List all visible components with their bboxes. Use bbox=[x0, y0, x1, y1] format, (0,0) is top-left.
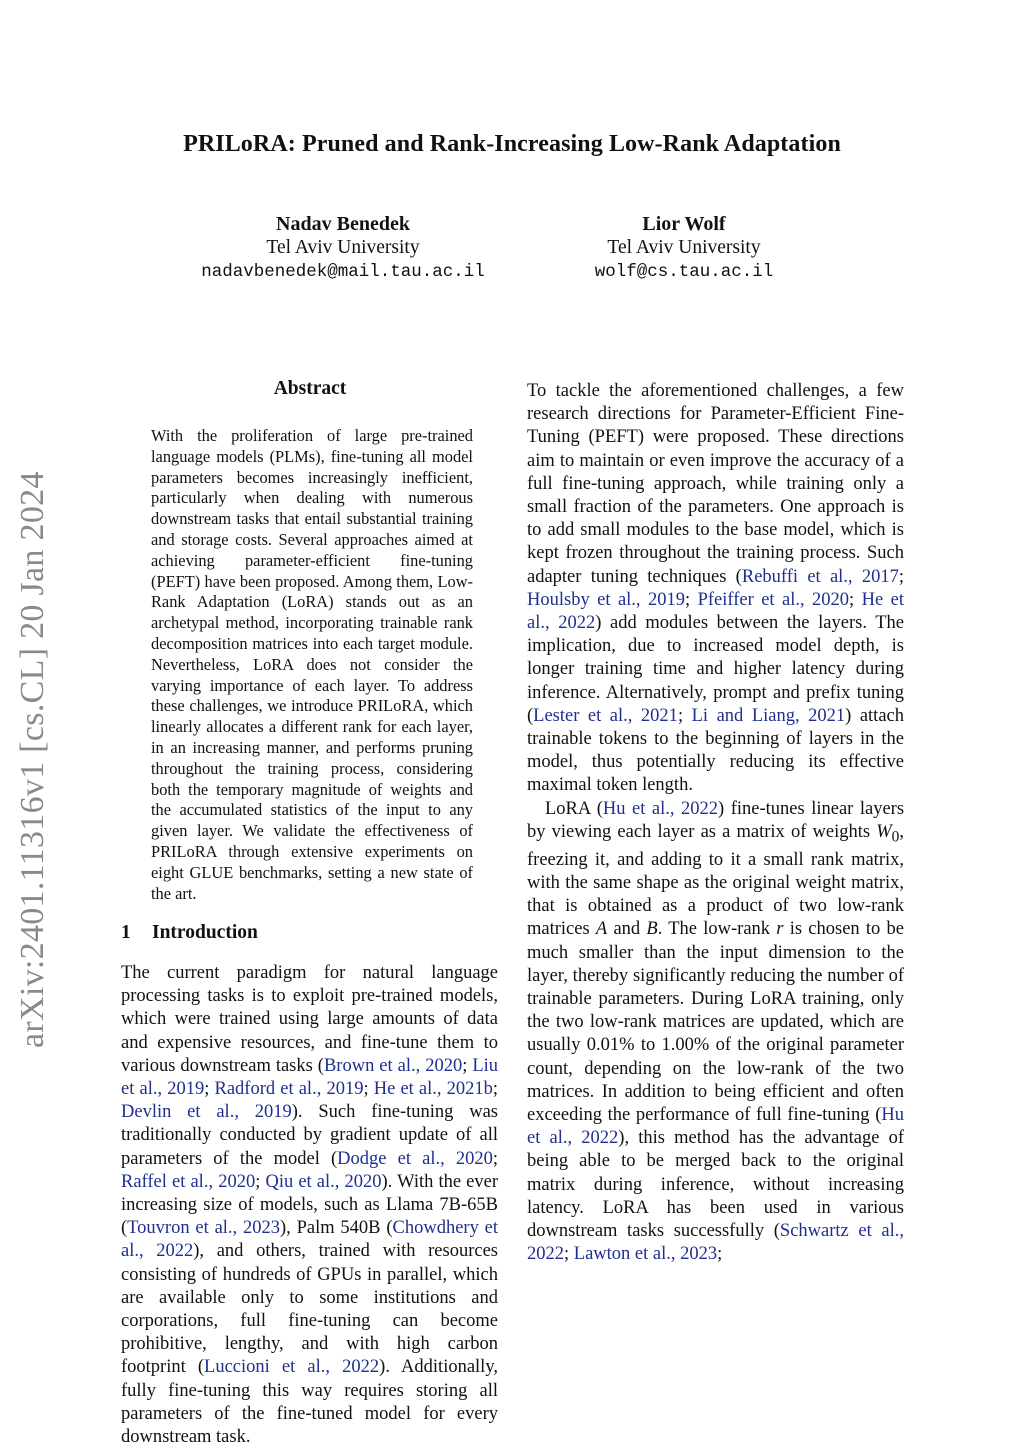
author-name: Lior Wolf bbox=[642, 213, 726, 235]
paper-title: PRILoRA: Pruned and Rank-Increasing Low-Rank Adaptation bbox=[183, 131, 841, 157]
abstract-heading: Abstract bbox=[273, 378, 347, 399]
citation-link[interactable]: Hu et al., 2022 bbox=[527, 1104, 904, 1149]
section-number: 1 bbox=[121, 922, 131, 943]
citation-link[interactable]: Qiu et al., 2020 bbox=[265, 1171, 382, 1192]
author-name: Nadav Benedek bbox=[276, 213, 410, 235]
author-affiliation: Tel Aviv University bbox=[607, 237, 761, 258]
citation-link[interactable]: He et al., 2022 bbox=[527, 589, 905, 634]
citation-link[interactable]: Pfeiffer et al., 2020 bbox=[697, 589, 850, 610]
section-heading bbox=[121, 922, 258, 944]
arxiv-identifier: arXiv:2401.11316v1 [cs.CL] 20 Jan 2024 bbox=[14, 471, 51, 1049]
citation-link[interactable]: Liu et al., 2019 bbox=[121, 1055, 499, 1100]
author-block bbox=[494, 212, 874, 284]
citation-link[interactable]: Lester et al., 2021 bbox=[533, 705, 678, 726]
citation-link[interactable]: Radford et al., 2019 bbox=[214, 1079, 364, 1100]
intro-paragraph-2: To tackle the aforementioned challenges, a few research directions for Parameter-Efficient Fine-Tuning (PEFT) were proposed. These directions aim to maintain or even improve the accuracy of a full fine-tuning approach, while training only a small fraction of the parameters. One approach is to add small modules to the base model, which is kept frozen throughout the training process. Such adapter tuning techniques (Rebuffi et al., 2017; Houlsby et al., 2019; Pfeiffer et al., 2020; He et al., 2022) add modules between the layers. The implication, due to increased model depth, is longer training time and higher latency during inference. Alternatively, prompt and prefix tuning (Lester et al., 2021; Li and Liang, 2021) attach trainable tokens to the beginning of layers in the model, thus potentially reducing its effective maximal token length. bbox=[527, 381, 905, 796]
citation-link[interactable]: Brown et al., 2020 bbox=[323, 1055, 463, 1076]
citation-link[interactable]: Li and Liang, 2021 bbox=[691, 705, 846, 726]
citation-link[interactable]: Luccioni et al., 2022 bbox=[204, 1357, 380, 1378]
section-title: Introduction bbox=[152, 922, 258, 943]
author-affiliation: Tel Aviv University bbox=[266, 237, 420, 258]
author-email: wolf@cs.tau.ac.il bbox=[594, 262, 774, 282]
intro-column-left bbox=[121, 962, 498, 1449]
author-block bbox=[153, 212, 533, 284]
citation-link[interactable]: Lawton et al., 2023 bbox=[573, 1244, 718, 1265]
intro-paragraph-1: The current paradigm for natural language processing tasks is to exploit pre-trained models, which were trained using large amounts of data and expensive resources, and fine-tune them to various downstream tasks (Brown et al., 2020; Liu et al., 2019; Radford et al., 2019; He et al., 2021b; Devlin et al., 2019). Such fine-tuning was traditionally conducted by gradient update of all parameters of the model (Dodge et al., 2020; Raffel et al., 2020; Qiu et al., 2020). With the ever increasing size of models, such as Llama 7B-65B (Touvron et al., 2023), Palm 540B (Chowdhery et al., 2022), and others, trained with resources consisting of hundreds of GPUs in parallel, which are available only to some institutions and corporations, full fine-tuning can become prohibitive, lengthy, and with high carbon footprint (Luccioni et al., 2022). Additionally, fully fine-tuning this way requires storing all parameters of the fine-tuned model for every downstream task. bbox=[121, 963, 499, 1448]
citation-link[interactable]: He et al., 2021b bbox=[373, 1079, 493, 1100]
math-subscript: 0 bbox=[891, 828, 900, 846]
intro-column-right bbox=[527, 380, 904, 1266]
math-symbol: r bbox=[776, 919, 784, 940]
author-email: nadavbenedek@mail.tau.ac.il bbox=[201, 262, 485, 282]
citation-link[interactable]: Chowdhery et al., 2022 bbox=[121, 1218, 498, 1262]
citation-link[interactable]: Raffel et al., 2020 bbox=[121, 1171, 256, 1192]
citation-link[interactable]: Touvron et al., 2023 bbox=[127, 1218, 280, 1239]
math-symbol: W bbox=[876, 821, 892, 842]
math-symbol: B bbox=[646, 919, 658, 940]
citation-link[interactable]: Schwartz et al., 2022 bbox=[527, 1221, 904, 1265]
citation-link[interactable]: Hu et al., 2022 bbox=[602, 798, 719, 819]
intro-paragraph-3: LoRA (Hu et al., 2022) fine-tunes linear layers by viewing each layer as a matrix of weights $W_0$, freezing it, and adding to it a small rank matrix, with the same shape as the original weight matrix, that is obtained as a product of two low-rank matrices A and B. The low-rank r is chosen to be much smaller than the input dimension to the layer, thereby significantly reducing the number of trainable parameters. During LoRA training, only the two low-rank matrices are updated, which are usually 0.01% to 1.00% of the original parameter count, depending on the low-rank of the two matrices. In addition to being efficient and often exceeding the performance of full fine-tuning (Hu et al., 2022), this method has the advantage of being able to be merged back to the original matrix during inference, without increasing latency. LoRA has been used in various downstream tasks successfully (Schwartz et al., 2022; Lawton et al., 2023; bbox=[527, 798, 905, 1265]
citation-link[interactable]: Houlsby et al., 2019 bbox=[527, 589, 685, 610]
citation-link[interactable]: Rebuffi et al., 2017 bbox=[741, 566, 899, 587]
citation-link[interactable]: Devlin et al., 2019 bbox=[121, 1102, 292, 1123]
citation-link[interactable]: Dodge et al., 2020 bbox=[337, 1148, 493, 1169]
abstract-text: With the proliferation of large pre-trained language models (PLMs), fine-tuning all model parameters becomes increasingly inefficient, particularly when dealing with numerous downstream tasks that entail substantial training and storage costs. Several approaches aimed at achieving parameter-efficient fine-tuning (PEFT) have been proposed. Among them, Low-Rank Adaptation (LoRA) stands out as an archetypal method, incorporating trainable rank decomposition matrices into each target module. Nevertheless, LoRA does not consider the varying importance of each layer. To address these challenges, we introduce PRILoRA, which linearly allocates a different rank for each layer, in an increasing manner, and performs pruning throughout the training process, considering both the temporary magnitude of weights and the accumulated statistics of the input to any given layer. We validate the effectiveness of PRILoRA through extensive experiments on eight GLUE benchmarks, setting a new state of the art. bbox=[151, 426, 473, 903]
math-symbol: A bbox=[595, 919, 608, 940]
